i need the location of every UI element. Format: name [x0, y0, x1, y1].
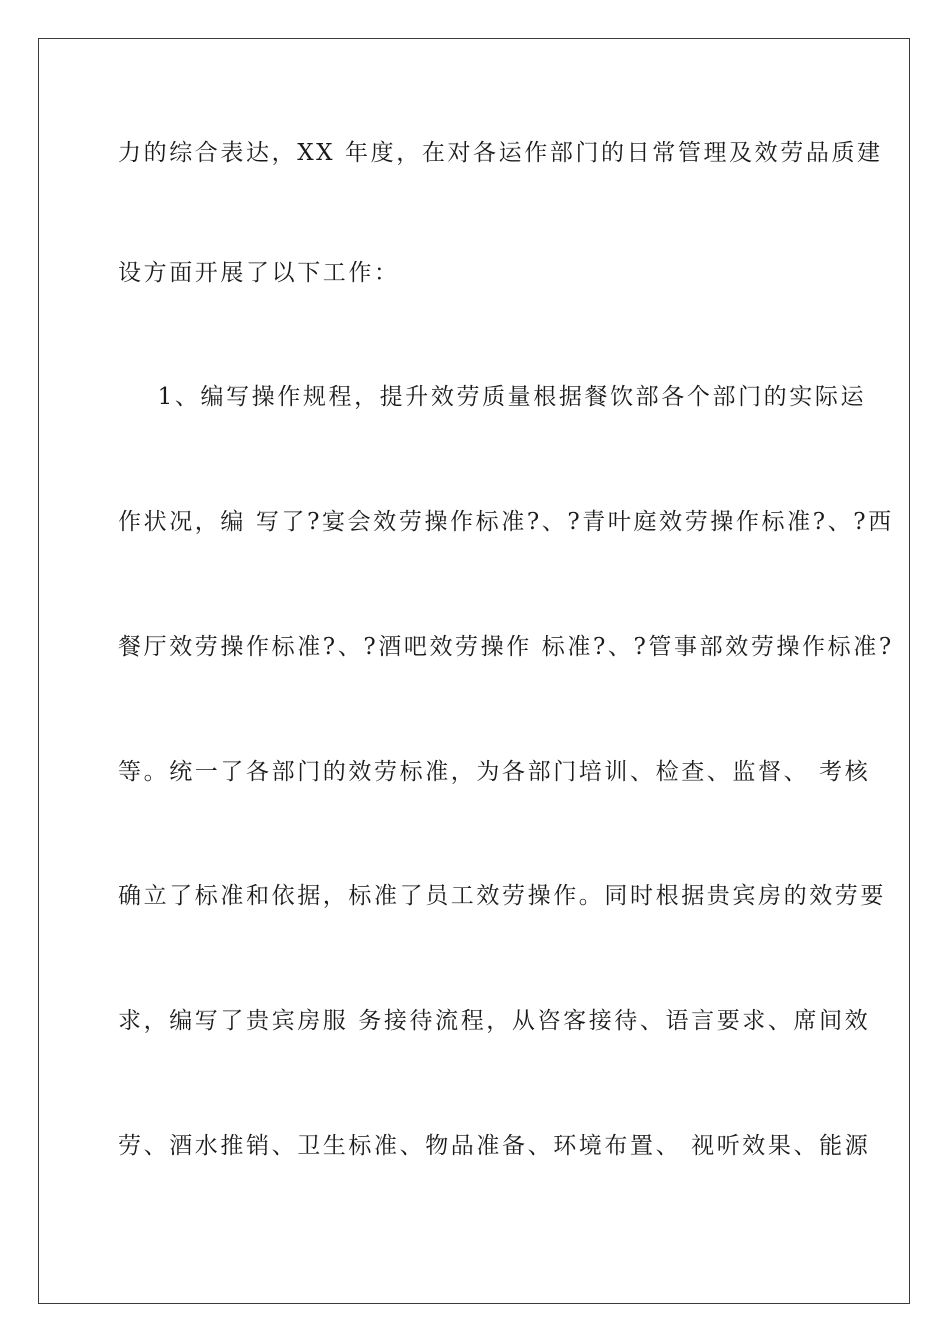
body-line-5: 餐厅效劳操作标准?、?酒吧效劳操作 标准?、?管事部效劳操作标准?	[118, 634, 894, 660]
page-border	[38, 38, 910, 1304]
body-line-6: 等。统一了各部门的效劳标准，为各部门培训、检查、监督、 考核	[118, 759, 871, 785]
body-line-8: 求，编写了贵宾房服 务接待流程，从咨客接待、语言要求、席间效	[118, 1008, 871, 1034]
paragraph-1-line-1: 1、编写操作规程，提升效劳质量根据餐饮部各个部门的实际运	[118, 384, 867, 410]
body-line-7: 确立了标准和依据，标准了员工效劳操作。同时根据贵宾房的效劳要	[118, 883, 886, 909]
body-line-2: 设方面开展了以下工作：	[118, 260, 400, 286]
body-line-4: 作状况，编 写了?宴会效劳操作标准?、?青叶庭效劳操作标准?、?西	[118, 509, 894, 535]
body-line-9: 劳、酒水推销、卫生标准、物品准备、环境布置、 视听效果、能源	[118, 1133, 871, 1159]
body-line-1: 力的综合表达，XX 年度，在对各运作部门的日常管理及效劳品质建	[118, 140, 883, 166]
